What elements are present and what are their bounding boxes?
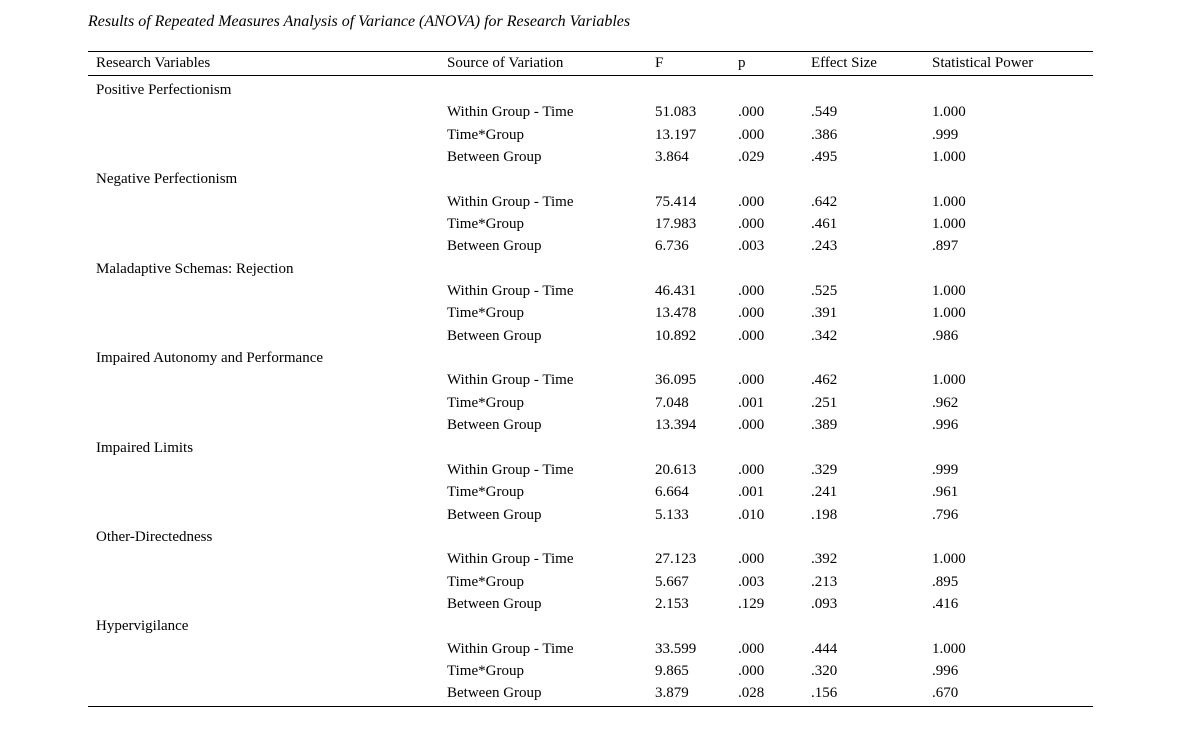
effect-size-cell: .495	[811, 149, 838, 166]
statistical-power-cell: .986	[932, 327, 959, 344]
source-cell: Between Group	[447, 417, 542, 434]
statistical-power-cell: .895	[932, 573, 959, 590]
p-cell: .000	[738, 193, 765, 210]
statistical-power-cell: .670	[932, 685, 959, 702]
data-row	[88, 280, 1093, 302]
p-cell: .000	[738, 662, 765, 679]
source-cell: Within Group - Time	[447, 283, 574, 300]
source-cell: Between Group	[447, 327, 542, 344]
section-row	[88, 168, 1093, 190]
source-cell: Between Group	[447, 685, 542, 702]
p-cell: .000	[738, 327, 765, 344]
effect-size-cell: .213	[811, 573, 838, 590]
source-cell: Time*Group	[447, 484, 524, 501]
source-cell: Between Group	[447, 506, 542, 523]
p-cell: .029	[738, 149, 765, 166]
p-cell: .000	[738, 305, 765, 322]
p-cell: .000	[738, 417, 765, 434]
statistical-power-cell: 1.000	[932, 551, 966, 568]
statistical-power-cell: .996	[932, 417, 959, 434]
statistical-power-cell: 1.000	[932, 372, 966, 389]
statistical-power-cell: .796	[932, 506, 959, 523]
f-cell: 10.892	[655, 327, 697, 344]
section-row	[88, 615, 1093, 637]
section-row	[88, 79, 1093, 101]
statistical-power-cell: .897	[932, 238, 959, 255]
research-variable-label: Negative Perfectionism	[96, 171, 238, 188]
statistical-power-cell: 1.000	[932, 104, 966, 121]
source-cell: Time*Group	[447, 216, 524, 233]
f-cell: 9.865	[655, 662, 689, 679]
effect-size-cell: .386	[811, 126, 838, 143]
data-row	[88, 213, 1093, 235]
source-cell: Within Group - Time	[447, 461, 574, 478]
source-cell: Within Group - Time	[447, 104, 574, 121]
f-cell: 17.983	[655, 216, 697, 233]
data-row	[88, 504, 1093, 526]
effect-size-cell: .251	[811, 394, 838, 411]
data-row	[88, 325, 1093, 347]
section-row	[88, 258, 1093, 280]
data-row	[88, 369, 1093, 391]
data-row	[88, 392, 1093, 414]
f-cell: 46.431	[655, 283, 697, 300]
f-cell: 75.414	[655, 193, 697, 210]
effect-size-cell: .391	[811, 305, 838, 322]
data-row	[88, 548, 1093, 570]
f-cell: 20.613	[655, 461, 697, 478]
data-row	[88, 101, 1093, 123]
source-cell: Time*Group	[447, 573, 524, 590]
f-cell: 51.083	[655, 104, 697, 121]
source-cell: Time*Group	[447, 305, 524, 322]
effect-size-cell: .642	[811, 193, 838, 210]
p-cell: .000	[738, 372, 765, 389]
statistical-power-cell: 1.000	[932, 640, 966, 657]
p-cell: .003	[738, 238, 765, 255]
data-row	[88, 682, 1093, 704]
p-cell: .003	[738, 573, 765, 590]
research-variable-label: Positive Perfectionism	[96, 82, 232, 98]
section-row	[88, 347, 1093, 369]
source-cell: Between Group	[447, 238, 542, 255]
f-cell: 13.478	[655, 305, 697, 322]
effect-size-cell: .461	[811, 216, 838, 233]
data-row	[88, 660, 1093, 682]
effect-size-cell: .093	[811, 595, 838, 612]
f-cell: 13.197	[655, 126, 697, 143]
statistical-power-cell: 1.000	[932, 193, 966, 210]
source-cell: Between Group	[447, 595, 542, 612]
section-row	[88, 526, 1093, 548]
source-cell: Within Group - Time	[447, 551, 574, 568]
p-cell: .000	[738, 640, 765, 657]
f-cell: 7.048	[655, 394, 689, 411]
p-cell: .010	[738, 506, 765, 523]
p-cell: .000	[738, 126, 765, 143]
source-cell: Time*Group	[447, 662, 524, 679]
f-cell: 6.664	[655, 484, 689, 501]
p-cell: .000	[738, 104, 765, 121]
source-cell: Time*Group	[447, 126, 524, 143]
p-cell: .000	[738, 461, 765, 478]
f-cell: 33.599	[655, 640, 697, 657]
data-row	[88, 302, 1093, 324]
data-row	[88, 593, 1093, 615]
f-cell: 5.133	[655, 506, 689, 523]
header-source-of-variation: Source of Variation	[447, 55, 564, 71]
effect-size-cell: .241	[811, 484, 838, 501]
header-statistical-power: Statistical Power	[932, 55, 1034, 71]
anova-table	[88, 51, 1093, 707]
table-header-row	[88, 51, 1093, 76]
statistical-power-cell: .999	[932, 461, 959, 478]
statistical-power-cell: 1.000	[932, 305, 966, 322]
effect-size-cell: .156	[811, 685, 838, 702]
research-variable-label: Hypervigilance	[96, 618, 189, 635]
f-cell: 3.879	[655, 685, 689, 702]
research-variable-label: Impaired Limits	[96, 439, 194, 456]
statistical-power-cell: 1.000	[932, 283, 966, 300]
effect-size-cell: .320	[811, 662, 838, 679]
data-row	[88, 414, 1093, 436]
data-row	[88, 191, 1093, 213]
table-caption: Results of Repeated Measures Analysis of Variance (ANOVA) for Research Variables	[88, 13, 631, 30]
header-effect-size: Effect Size	[811, 55, 877, 71]
statistical-power-cell: 1.000	[932, 216, 966, 233]
statistical-power-cell: .961	[932, 484, 959, 501]
data-row	[88, 124, 1093, 146]
research-variable-label: Maladaptive Schemas: Rejection	[96, 260, 294, 277]
effect-size-cell: .462	[811, 372, 838, 389]
effect-size-cell: .549	[811, 104, 838, 121]
f-cell: 36.095	[655, 372, 697, 389]
research-variable-label: Other-Directedness	[96, 528, 213, 545]
p-cell: .000	[738, 551, 765, 568]
data-row	[88, 146, 1093, 168]
effect-size-cell: .392	[811, 551, 838, 568]
f-cell: 6.736	[655, 238, 689, 255]
data-row	[88, 571, 1093, 593]
data-row	[88, 459, 1093, 481]
effect-size-cell: .444	[811, 640, 838, 657]
p-cell: .001	[738, 484, 765, 501]
header-p: p	[738, 55, 746, 71]
f-cell: 13.394	[655, 417, 697, 434]
f-cell: 5.667	[655, 573, 689, 590]
header-f: F	[655, 55, 664, 71]
data-row	[88, 638, 1093, 660]
statistical-power-cell: 1.000	[932, 149, 966, 166]
f-cell: 27.123	[655, 551, 697, 568]
p-cell: .028	[738, 685, 765, 702]
data-row	[88, 481, 1093, 503]
statistical-power-cell: .999	[932, 126, 959, 143]
p-cell: .001	[738, 394, 765, 411]
source-cell: Within Group - Time	[447, 640, 574, 657]
table-body	[88, 76, 1093, 707]
effect-size-cell: .243	[811, 238, 838, 255]
source-cell: Between Group	[447, 149, 542, 166]
statistical-power-cell: .416	[932, 595, 959, 612]
f-cell: 3.864	[655, 149, 689, 166]
research-variable-label: Impaired Autonomy and Performance	[96, 350, 324, 367]
effect-size-cell: .389	[811, 417, 838, 434]
data-row	[88, 235, 1093, 257]
effect-size-cell: .198	[811, 506, 838, 523]
section-row	[88, 437, 1093, 459]
effect-size-cell: .329	[811, 461, 838, 478]
f-cell: 2.153	[655, 595, 689, 612]
p-cell: .000	[738, 283, 765, 300]
source-cell: Within Group - Time	[447, 372, 574, 389]
statistical-power-cell: .996	[932, 662, 959, 679]
statistical-power-cell: .962	[932, 394, 959, 411]
effect-size-cell: .342	[811, 327, 838, 344]
p-cell: .129	[738, 595, 765, 612]
effect-size-cell: .525	[811, 283, 838, 300]
source-cell: Time*Group	[447, 394, 524, 411]
p-cell: .000	[738, 216, 765, 233]
header-research-variables: Research Variables	[96, 55, 211, 71]
source-cell: Within Group - Time	[447, 193, 574, 210]
